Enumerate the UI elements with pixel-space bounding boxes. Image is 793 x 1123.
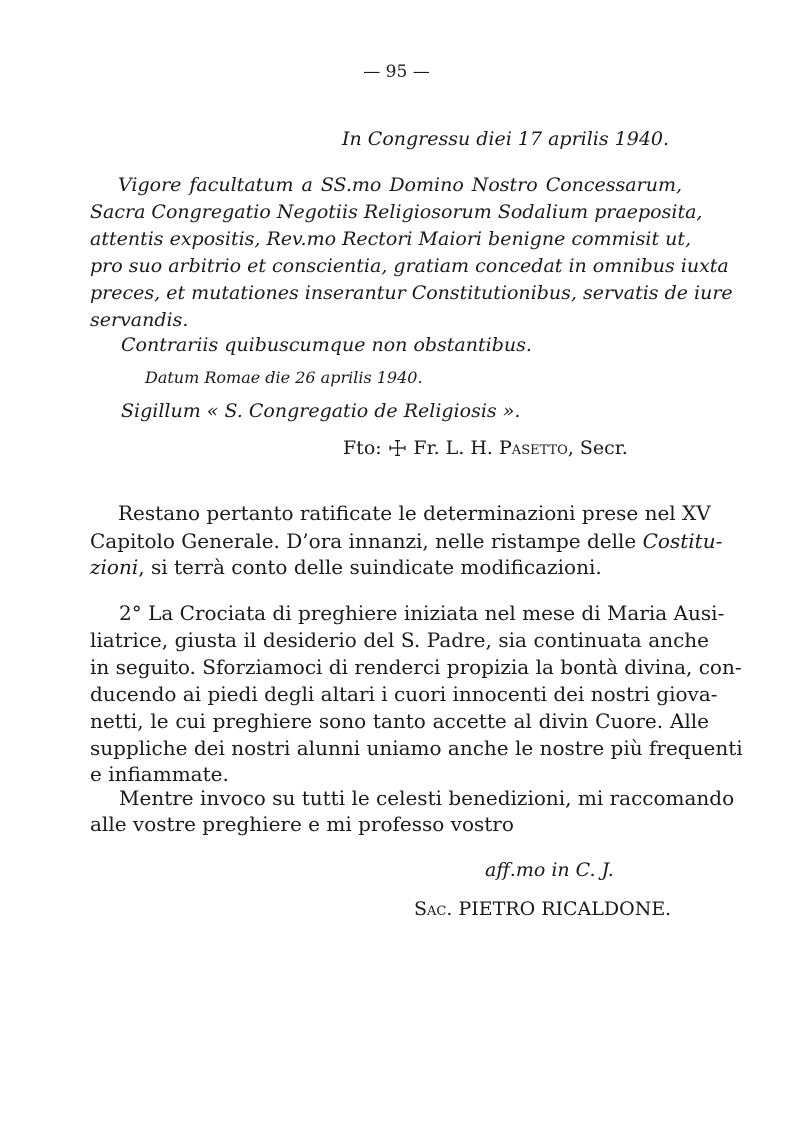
restano-line-2-italic: Costitu- [642, 529, 723, 553]
rescript-line-3: attentis expositis, Rev.mo Rectori Maiori benigne commisit ut, [90, 228, 692, 250]
crociata-line-4: ducendo ai piedi degli altari i cuori innocenti dei nostri giova- [90, 682, 718, 706]
rescript-sigillum: Sigillum « S. Congregatio de Religiosis ». [121, 400, 521, 422]
rescript-line-5: preces, et mutationes inserantur Constitutionibus, servatis de iure [90, 282, 733, 304]
author-title: Sac. [414, 898, 453, 920]
rescript-line-6: servandis. [90, 309, 189, 331]
restano-line-2-text: Capitolo Generale. D’ora innanzi, nelle ristampe delle [90, 529, 637, 553]
restano-line-2 [90, 529, 723, 553]
rescript-line-1: Vigore facultatum a SS.mo Domino Nostro Concessarum, [118, 174, 682, 196]
signature-role: , Secr. [567, 437, 628, 459]
crociata-line-6: suppliche dei nostri alunni uniamo anche le nostre più frequenti [90, 736, 743, 760]
crociata-line-1: 2° La Crociata di preghiere iniziata nel mese di Maria Ausi- [119, 601, 725, 625]
signature-prefix: Fto: [343, 437, 382, 459]
rescript-contrariis: Contrariis quibuscumque non obstantibus. [121, 334, 532, 356]
rescript-line-2: Sacra Congregatio Negotiis Religiosorum Sodalium praeposita, [90, 201, 703, 223]
crociata-line-2: liatrice, giusta il desiderio del S. Padre, sia continuata anche [90, 628, 709, 652]
congress-date-line [342, 128, 669, 150]
restano-line-3-italic: zioni [90, 555, 139, 579]
restano-line-3 [90, 555, 602, 579]
valediction: aff.mo in C. J. [485, 859, 614, 881]
author-signature [414, 898, 671, 920]
closing-line-2: alle vostre preghiere e mi professo vostro [90, 812, 514, 836]
page-number: — 95 — [363, 62, 430, 82]
author-name: PIETRO RICALDONE. [458, 898, 672, 920]
restano-line-3-text: , si terrà conto delle suindicate modificazioni. [138, 555, 602, 579]
crociata-line-5: netti, le cui preghiere sono tanto accette al divin Cuore. Alle [90, 709, 709, 733]
closing-line-1: Mentre invoco su tutti le celesti benedizioni, mi raccomando [119, 786, 735, 810]
signature-surname: Pasetto [499, 437, 568, 459]
rescript-line-4: pro suo arbitrio et conscientia, gratiam concedat in omnibus iuxta [90, 255, 729, 277]
signature-line [343, 437, 628, 461]
signature-name: Fr. L. H. [413, 437, 500, 459]
rescript-datum: Datum Romae die 26 aprilis 1940. [145, 368, 423, 387]
crociata-line-3: in seguito. Sforziamoci di renderci propizia la bontà divina, con- [90, 655, 742, 679]
restano-line-1: Restano pertanto ratificate le determinazioni prese nel XV [118, 501, 711, 525]
crociata-line-7: e infiammate. [90, 762, 229, 786]
congress-date-text: In Congressu diei 17 aprilis 1940. [342, 128, 670, 150]
cross-icon: ☩ [387, 437, 408, 462]
